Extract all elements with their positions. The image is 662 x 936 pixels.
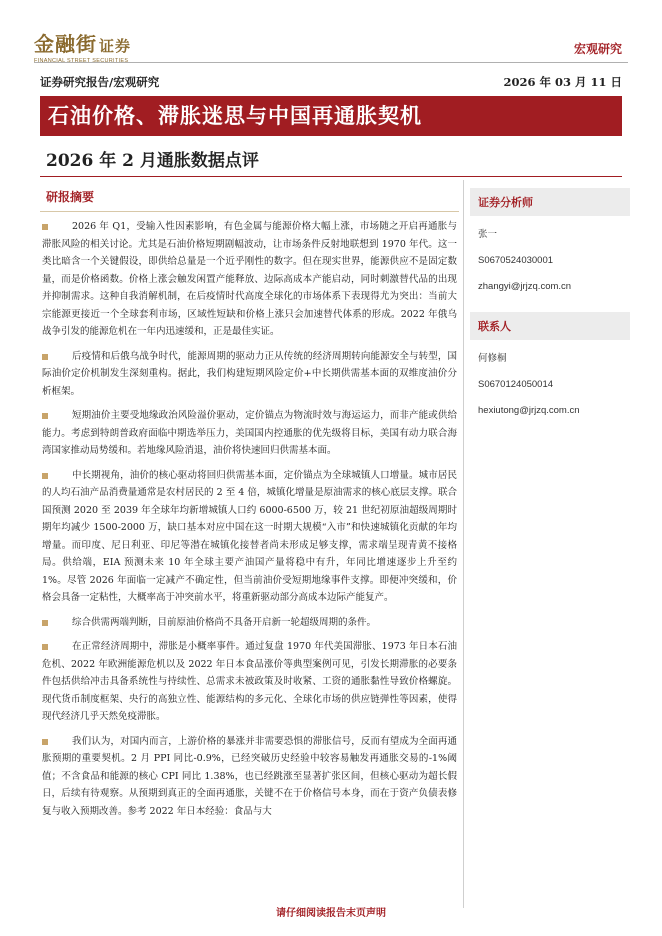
brand-english: FINANCIAL STREET SECURITIES (34, 58, 129, 64)
brand-securities-text: 证券 (99, 37, 132, 55)
summary-paragraph (42, 614, 457, 632)
subtitle-divider (40, 176, 622, 177)
summary-heading: 研报摘要 (46, 190, 95, 204)
bullet-icon (42, 224, 48, 230)
summary-paragraph-text: 在正常经济周期中，滞胀是小概率事件。通过复盘 1970 年代美国滞胀、1973 年日本石油危机、2022 年欧洲能源危机以及 2022 年日本食品涨价等典型案例可见，引发长期滞胀的必要条件包括供给冲击具备系统性与持续性、总需求未被政策及时收紧、工资的通胀黏性导致价格螺旋。现代货币制度框架、央行的高独立性、能源结构的多元化、全球化市场的供应链弹性等因素，使得现代经济几乎天然免疫滞胀。 (42, 641, 457, 722)
column-divider (463, 180, 464, 908)
summary-paragraph (42, 348, 457, 401)
analyst-name: 张一 (478, 229, 498, 240)
contact-license: S0670124050014 (478, 379, 554, 390)
page-cutoff-fade (40, 855, 459, 879)
summary-paragraph-text: 短期油价主要受地缘政治风险溢价驱动，定价锚点为物流时效与海运运力，而非产能或供给能力。考虑到特朗普政府面临中期选举压力，美国国内控通胀的优先级将目标，美国有动力联合海湾国家推动局势缓和。若地缘风险消退，油价将快速回归供需基本面。 (42, 410, 457, 456)
bullet-icon (42, 739, 48, 745)
summary-paragraph (42, 218, 457, 341)
sidebar (470, 180, 630, 424)
contact-email[interactable]: hexiutong@jrjzq.com.cn (478, 405, 580, 416)
summary-divider (40, 211, 459, 212)
brand-name-text: 金融街 (34, 32, 97, 56)
summary-paragraph (42, 638, 457, 726)
report-title: 石油价格、滞胀迷思与中国再通胀契机 (40, 96, 622, 136)
bullet-icon (42, 620, 48, 626)
report-category: 证券研究报告/宏观研究 (40, 75, 160, 89)
brand-logo (34, 28, 131, 64)
analyst-license: S0670524030001 (478, 255, 554, 266)
summary-paragraph-text: 2026 年 Q1，受输入性因素影响，有色金属与能源价格大幅上涨，市场随之开启再通胀与滞胀风险的相关讨论。尤其是石油价格短期剧幅波动，让市场条件反射地联想到 1970 年代。这一类比暗含一个关键假设，即供给总量是一个近乎刚性的数字。但在现实世界，能源供应不是固定数量，而是价格函数。价格上涨会触发闲置产能释放、边际高成本产能启动，同时刺激替代品的出现并抑制需求。这种自我消解机制，在后疫情时代高度全球化的市场体系下表现得尤为突出：当前大宗能源更接近一个全球套利市场，区域性短缺和价格上涨只会加速替代体系的形成。2022 年俄乌战争引发的能源危机在一年内迅速缓和，正是最佳实证。 (42, 221, 457, 337)
summary-paragraph-text: 我们认为，对国内而言，上游价格的暴涨并非需要恐惧的滞胀信号，反而有望成为全面再通胀预期的重要契机。2 月 PPI 同比-0.9%，已经突破历史经验中较容易触发再通胀交易的-1%阈值；不含食品和能源的核心 CPI 同比 1.38%，也已经跳涨至显著扩张区间，但核心驱动为超长假日，后续有待观察。从预期到真正的全面再通胀，关键不在于价格信号本身，而在于资产负债表修复与收入预期改善。参考 2022 年日本经验：食品与大 (42, 735, 457, 817)
meta-row (40, 74, 622, 90)
brand-name (34, 28, 131, 57)
footer-disclaimer: 请仔细阅读报告末页声明 (276, 908, 386, 919)
analyst-heading: 证券分析师 (470, 188, 630, 216)
bullet-icon (42, 354, 48, 360)
bullet-icon (42, 473, 48, 479)
header-divider (34, 62, 628, 63)
summary-paragraph-text: 综合供需两端判断，目前原油价格尚不具备开启新一轮超级周期的条件。 (72, 616, 377, 628)
doc-type: 宏观研究 (573, 42, 622, 56)
bullet-icon (42, 644, 48, 650)
summary-section (40, 180, 459, 910)
report-date: 2026 年 03 月 11 日 (503, 75, 622, 89)
contact-name: 何修桐 (478, 353, 507, 364)
contact-heading: 联系人 (470, 312, 630, 340)
bullet-icon (42, 413, 48, 419)
summary-paragraph (42, 467, 457, 607)
analyst-email[interactable]: zhangyi@jrjzq.com.cn (478, 281, 572, 292)
summary-paragraph-text: 后疫情和后俄乌战争时代，能源周期的驱动力正从传统的经济周期转向能源安全与转型，国际油价定价机制发生深刻重构。据此，我们构建短期风险定价+中长期供需基本面的双维度油价分析框架。 (42, 350, 457, 397)
summary-paragraph (42, 733, 457, 821)
report-subtitle: 2026 年 2 月通胀数据点评 (46, 151, 259, 171)
summary-paragraph (42, 407, 457, 460)
summary-paragraph-text: 中长期视角，油价的核心驱动将回归供需基本面，定价锚点为全球城镇人口增量。城市居民的人均石油产品消费量通常是农村居民的 2 至 4 倍，城镇化增量是原油需求的核心底层支撑。联合国预测 2020 至 2039 年全球年均新增城镇人口约 6000-6500 万，较 21 世纪初原油超级周期时期年均减少 1500-2000 万，缺口基本对应中国在这一时期大规模“入市”和快速城镇化贡献的年均增量。而印度、尼日利亚、印尼等潜在城镇化接替者尚未形成足够支撑，需求端呈现青黄不接格局。供给端，EIA 预测未来 10 年全球主要产油国产量将稳中有升，年同比增速逐步上升至约 1%。尽管 2026 年面临一定减产不确定性，但当前油价受短期地缘事件支撑。即便冲突缓和，价格会具备一定粘性，大概率高于冲突前水平，将重新驱动部分高成本边际产能复产。 (42, 469, 457, 603)
